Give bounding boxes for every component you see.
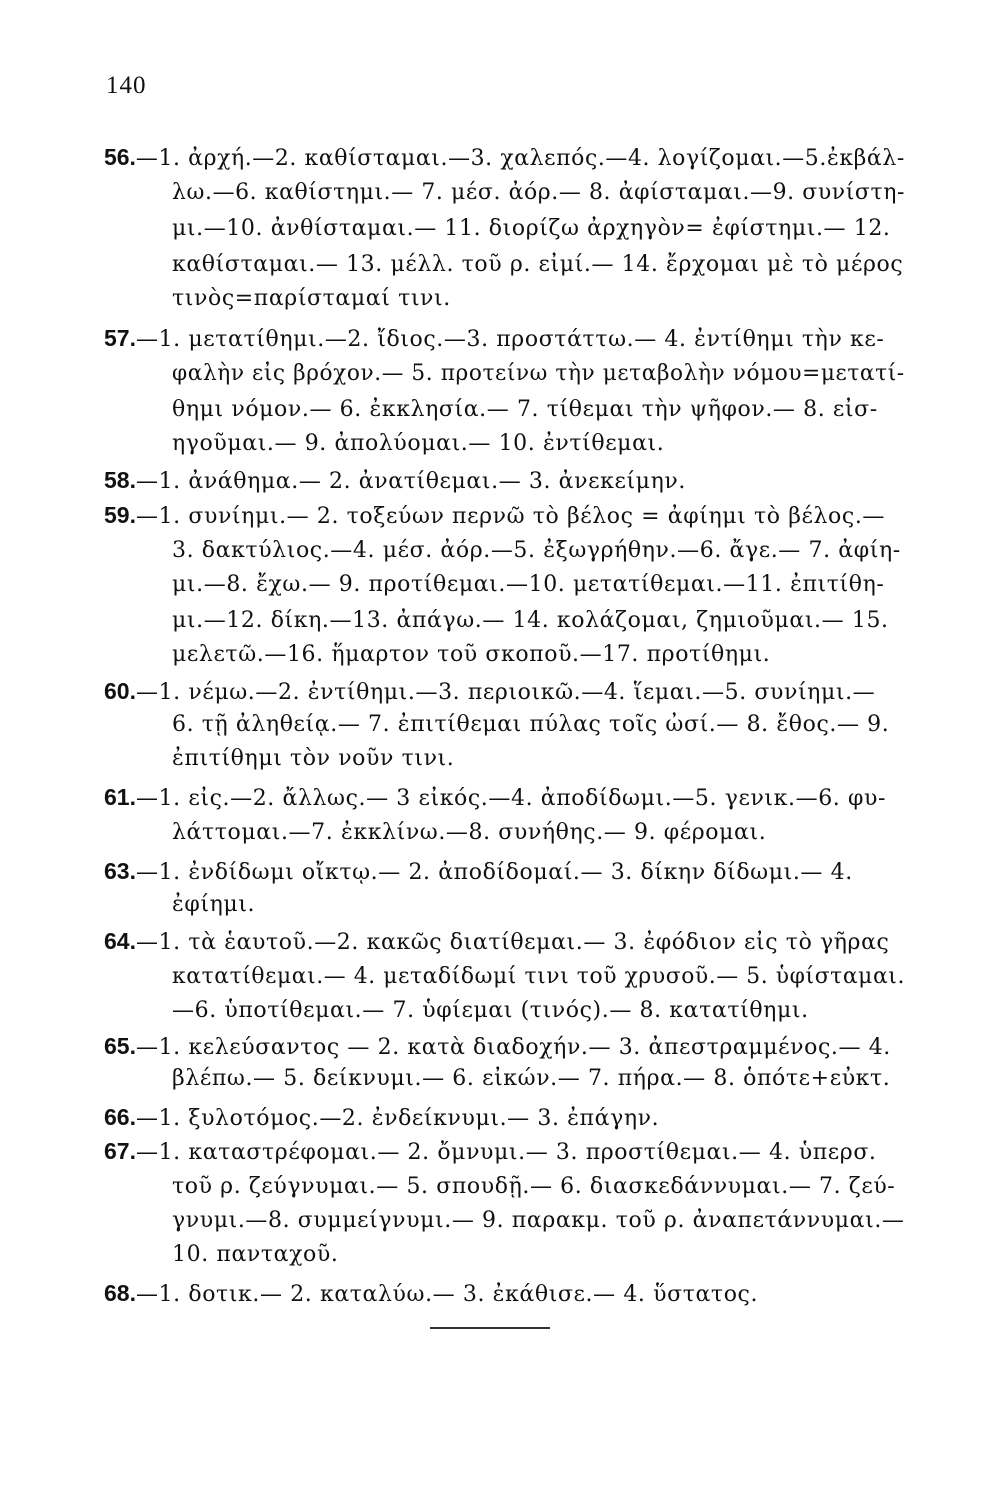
line-text: 6. τῇ ἀληθείᾳ.— 7. ἐπιτίθεμαι πύλας τοῖς ὠσί.— 8. ἔθος.— 9. bbox=[172, 712, 890, 737]
entry-number: 57. bbox=[104, 325, 136, 351]
text-line bbox=[172, 395, 878, 425]
text-line bbox=[104, 926, 889, 958]
line-text: μι.—8. ἔχω.— 9. προτίθεμαι.—10. μετατίθεμαι.—11. ἐπιτίθη- bbox=[172, 572, 885, 597]
section-divider bbox=[430, 1327, 550, 1329]
line-text: βλέπω.— 5. δείκνυμι.— 6. εἰκών.— 7. πήρα.— 8. ὁπότε+εὐκτ. bbox=[172, 1066, 891, 1091]
entry-number: 59. bbox=[104, 502, 136, 528]
text-line bbox=[172, 570, 884, 600]
line-text: θημι νόμον.— 6. ἐκκλησία.— 7. τίθεμαι τὴν ψῆφον.— 8. εἰσ- bbox=[172, 397, 878, 422]
text-line bbox=[172, 250, 903, 280]
text-line bbox=[172, 996, 809, 1026]
line-text: —1. κελεύσαντος — 2. κατὰ διαδοχήν.— 3. ἀπεστραμμένος.— 4. bbox=[135, 1035, 891, 1060]
text-line bbox=[172, 429, 664, 459]
text-line bbox=[172, 1206, 905, 1236]
line-text: —1. ἀνάθημα.— 2. ἀνατίθεμαι.— 3. ἀνεκείμην. bbox=[135, 469, 686, 494]
line-text: μελετῶ.—16. ἥμαρτον τοῦ σκοποῦ.—17. προτίθημι. bbox=[172, 642, 771, 667]
text-line bbox=[172, 818, 766, 848]
entry-number: 68. bbox=[104, 1280, 136, 1306]
entry-number: 66. bbox=[104, 1104, 136, 1130]
entry-number: 56. bbox=[104, 144, 136, 170]
entry-number: 67. bbox=[104, 1138, 136, 1164]
text-line bbox=[172, 536, 901, 566]
line-text: γνυμι.—8. συμμείγνυμι.— 9. παρακμ. τοῦ ρ. ἀναπετάννυμαι.— bbox=[172, 1208, 905, 1233]
text-line bbox=[172, 1172, 895, 1202]
text-line bbox=[172, 359, 905, 389]
line-text: —1. ἀρχή.—2. καθίσταμαι.—3. χαλεπός.—4. λογίζομαι.—5.ἐκβάλ- bbox=[135, 146, 905, 171]
line-text: ἐπιτίθημι τὸν νοῦν τινι. bbox=[172, 746, 455, 771]
line-text: —1. μετατίθημι.—2. ἴδιος.—3. προστάττω.— 4. ἐντίθημι τὴν κε- bbox=[135, 327, 885, 352]
text-line bbox=[172, 1240, 338, 1270]
line-text: τοῦ ρ. ζεύγνυμαι.— 5. σπουδῇ.— 6. διασκεδάννυμαι.— 7. ζεύ- bbox=[172, 1174, 896, 1199]
line-text: φαλὴν εἰς βρόχον.— 5. προτείνω τὴν μεταβολὴν νόμου=μετατί- bbox=[172, 361, 905, 386]
text-line bbox=[104, 142, 905, 174]
entry-number: 63. bbox=[104, 858, 136, 884]
entry-number: 60. bbox=[104, 678, 136, 704]
text-line bbox=[104, 323, 884, 355]
line-text: —1. νέμω.—2. ἐντίθημι.—3. περιοικῶ.—4. ἵεμαι.—5. συνίημι.— bbox=[135, 680, 876, 705]
text-line bbox=[104, 500, 885, 532]
line-text: —1. τὰ ἑαυτοῦ.—2. κακῶς διατίθεμαι.— 3. ἐφόδιον εἰς τὸ γῆρας bbox=[135, 930, 890, 955]
line-text: μι.—10. ἀνθίσταμαι.— 11. διορίζω ἀρχηγὸν= ἐφίστημι.— 12. bbox=[172, 216, 891, 241]
line-text: —1. εἰς.—2. ἄλλως.— 3 εἰκός.—4. ἀποδίδωμι.—5. γενικ.—6. φυ- bbox=[135, 786, 886, 811]
text-line bbox=[104, 465, 686, 497]
line-text: 10. πανταχοῦ. bbox=[172, 1242, 339, 1267]
text-line bbox=[172, 606, 889, 636]
line-text: κατατίθεμαι.— 4. μεταδίδωμί τινι τοῦ χρυσοῦ.— 5. ὑφίσταμαι. bbox=[172, 964, 905, 989]
text-line bbox=[172, 890, 255, 920]
line-text: τινὸς=παρίσταμαί τινι. bbox=[172, 286, 451, 311]
text-line bbox=[104, 856, 853, 888]
text-line bbox=[104, 676, 875, 708]
text-line bbox=[172, 214, 891, 244]
line-text: —1. δοτικ.— 2. καταλύω.— 3. ἐκάθισε.— 4. ὕστατος. bbox=[135, 1282, 759, 1307]
line-text: —1. ξυλοτόμος.—2. ἐνδείκνυμι.— 3. ἐπάγην. bbox=[135, 1106, 660, 1131]
line-text: ἐφίημι. bbox=[172, 892, 256, 917]
line-text: ηγοῦμαι.— 9. ἀπολύομαι.— 10. ἐντίθεμαι. bbox=[172, 431, 665, 456]
entry-number: 65. bbox=[104, 1033, 136, 1059]
line-text: λω.—6. καθίστημι.— 7. μέσ. ἀόρ.— 8. ἀφίσταμαι.—9. συνίστη- bbox=[172, 180, 906, 205]
text-line bbox=[104, 1136, 877, 1168]
line-text: λάττομαι.—7. ἐκκλίνω.—8. συνήθης.— 9. φέρομαι. bbox=[172, 820, 767, 845]
line-text: —1. συνίημι.— 2. τοξεύων περνῶ τὸ βέλος = ἀφίημι τὸ βέλος.— bbox=[135, 504, 886, 529]
text-line bbox=[172, 710, 889, 740]
text-line bbox=[104, 1102, 659, 1134]
text-line bbox=[172, 178, 905, 208]
text-line bbox=[172, 640, 770, 670]
text-line bbox=[104, 782, 886, 814]
entry-number: 64. bbox=[104, 928, 136, 954]
text-line bbox=[172, 284, 451, 314]
line-text: καθίσταμαι.— 13. μέλλ. τοῦ ρ. εἰμί.— 14. ἔρχομαι μὲ τὸ μέρος bbox=[172, 252, 904, 277]
line-text: μι.—12. δίκη.—13. ἀπάγω.— 14. κολάζομαι, ζημιοῦμαι.— 15. bbox=[172, 608, 889, 633]
text-line bbox=[172, 744, 454, 774]
page-number: 140 bbox=[106, 72, 147, 99]
text-line bbox=[172, 1064, 890, 1094]
line-text: —1. ἐνδίδωμι οἴκτῳ.— 2. ἀποδίδομαί.— 3. δίκην δίδωμι.— 4. bbox=[135, 860, 853, 885]
entry-number: 58. bbox=[104, 467, 136, 493]
text-line bbox=[104, 1278, 758, 1310]
entry-number: 61. bbox=[104, 784, 136, 810]
text-line bbox=[172, 962, 905, 992]
line-text: 3. δακτύλιος.—4. μέσ. ἀόρ.—5. ἐξωγρήθην.—6. ἄγε.— 7. ἀφίη- bbox=[172, 538, 901, 563]
line-text: —6. ὑποτίθεμαι.— 7. ὑφίεμαι (τινός).— 8. κατατίθημι. bbox=[172, 998, 809, 1023]
text-line bbox=[104, 1031, 891, 1063]
line-text: —1. καταστρέφομαι.— 2. ὄμνυμι.— 3. προστίθεμαι.— 4. ὑπερσ. bbox=[135, 1140, 877, 1165]
